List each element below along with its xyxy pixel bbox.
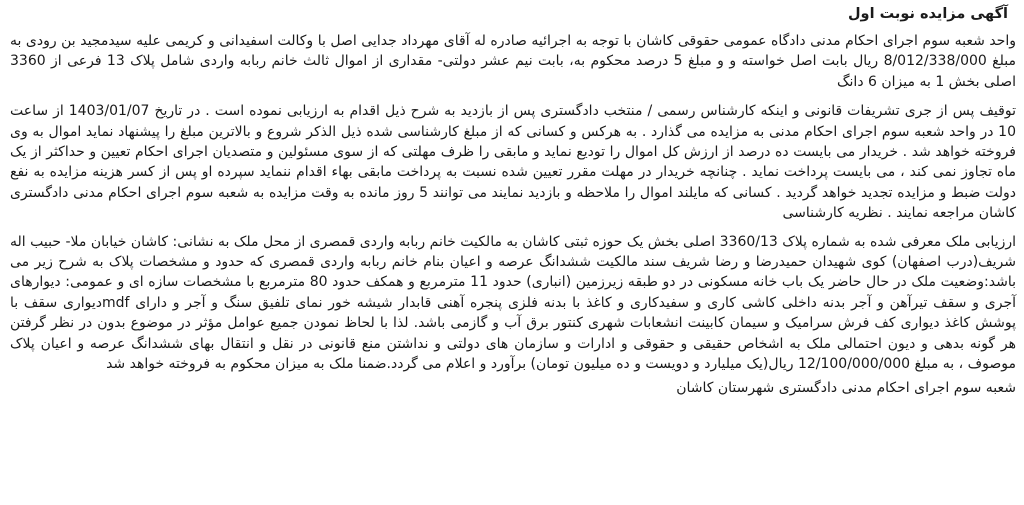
notice-title: آگهی مزایده نوبت اول [847, 6, 1008, 22]
notice-signature: شعبه سوم اجرای احکام مدنی دادگستری شهرستان کاشان [676, 379, 1016, 396]
notice-paragraph-intro: واحد شعبه سوم اجرای احکام مدنی دادگاه عمومی حقوقی کاشان با توجه به اجرائیه صادره له آقای مهرداد جدایی اصل با وکالت اسفیدانی و کریمی علیه سیدمجید بن رودی به مبلغ 8/012/338/000 ریال بابت اصل خواسته و و مبلغ 5 درصد محکوم به، بابت نیم عشر دولتی- مقداری از اموال ثالث خانم ربابه واردی شامل پلاک 13 فرعی از 3360 اصلی بخش 1 به میزان 6 دانگ [10, 33, 1016, 90]
notice-paragraph-terms: توقیف پس از جری تشریفات قانونی و اینکه کارشناس رسمی / منتخب دادگستری پس از بازدید به شرح ذیل اقدام به ارزیابی نموده است . در تاریخ 1403/01/07 از ساعت 10 در واحد شعبه سوم اجرای احکام مدنی به مزایده می گذارد . به هرکس و کسانی که از مبلغ کارشناسی شده ذیل الذکر شروع و بالاترین مبلغ را پیشنهاد نماید اموال به وی فروخته خواهد شد . خریدار می بایست ده درصد از ارزش کل اموال را تودیع نماید و مابقی را ظرف مهلتی که از سوی مسئولین و متصدیان اجرای احکام تعیین و حداکثر از یک ماه تجاوز نمی کند ، می بایست پرداخت نماید . چنانچه خریدار در مهلت مقرر تعیین شده نسبت به پرداخت مابقی بهاء اقدام ننماید سپرده او پس از کسر هزینه مزایده به نفع دولت ضبط و مزایده تجدید خواهد گردید . کسانی که مایلند اموال را ملاحظه و بازدید نمایند می توانند 5 روز مانده به وقت مزایده به شعبه سوم اجرای احکام مدنی دادگستری کاشان مراجعه نمایند . نظریه کارشناسی [10, 103, 1017, 222]
notice-paragraph-appraisal: ارزیابی ملک معرفی شده به شماره پلاک 3360/13 اصلی بخش یک حوزه ثبتی کاشان به مالکیت خانم ربابه واردی قمصری از محل ملک به نشانی: کاشان خیابان ملا- حبیب اله شریف(درب اصفهان) کوی شهیدان حمیدرضا و رضا شریف سند مالکیت ششدانگ عرصه و اعیان بنام خانم ربابه واردی قمصری که حدود و مشخصات پلاک به شرح زیر می باشد:وضعیت ملک در حال حاضر یک باب خانه مسکونی در دو طبقه زیرزمین (انباری) حدود 11 مترمربع و همکف حدود 80 مترمربع با مشخصات سازه ای و عمومی: دیوارهای آجری و سقف تیرآهن و آجر بدنه داخلی کاشی کاری و سفیدکاری و کاغذ با بدنه فلزی پنجره آهنی قابدار شیشه خور نمای تلفیق سنگ و آجر و دارای mdfدیواری سقف با پوشش کاغذ دیواری کف فرش سرامیک و سیمان کابینت انشعابات شهری کنتور برق آب و گازمی باشد. لذا با لحاظ نمودن جمیع عوامل مؤثر در موضوع بدون در نظر گرفتن هر گونه بدهی و دیون احتمالی ملک به اشخاص حقیقی و حقوقی و ادارات و سازمان های دولتی و نداشتن منع قانونی در نقل و انتقال بهای ششدانگ عرصه و اعیان پلاک موصوف ، به مبلغ 12/100/000/000 ریال(یک میلیارد و دویست و ده میلیون تومان) برآورد و اعلام می گردد.ضمنا ملک به میزان محکوم به فروخته خواهد شد [10, 233, 1017, 373]
